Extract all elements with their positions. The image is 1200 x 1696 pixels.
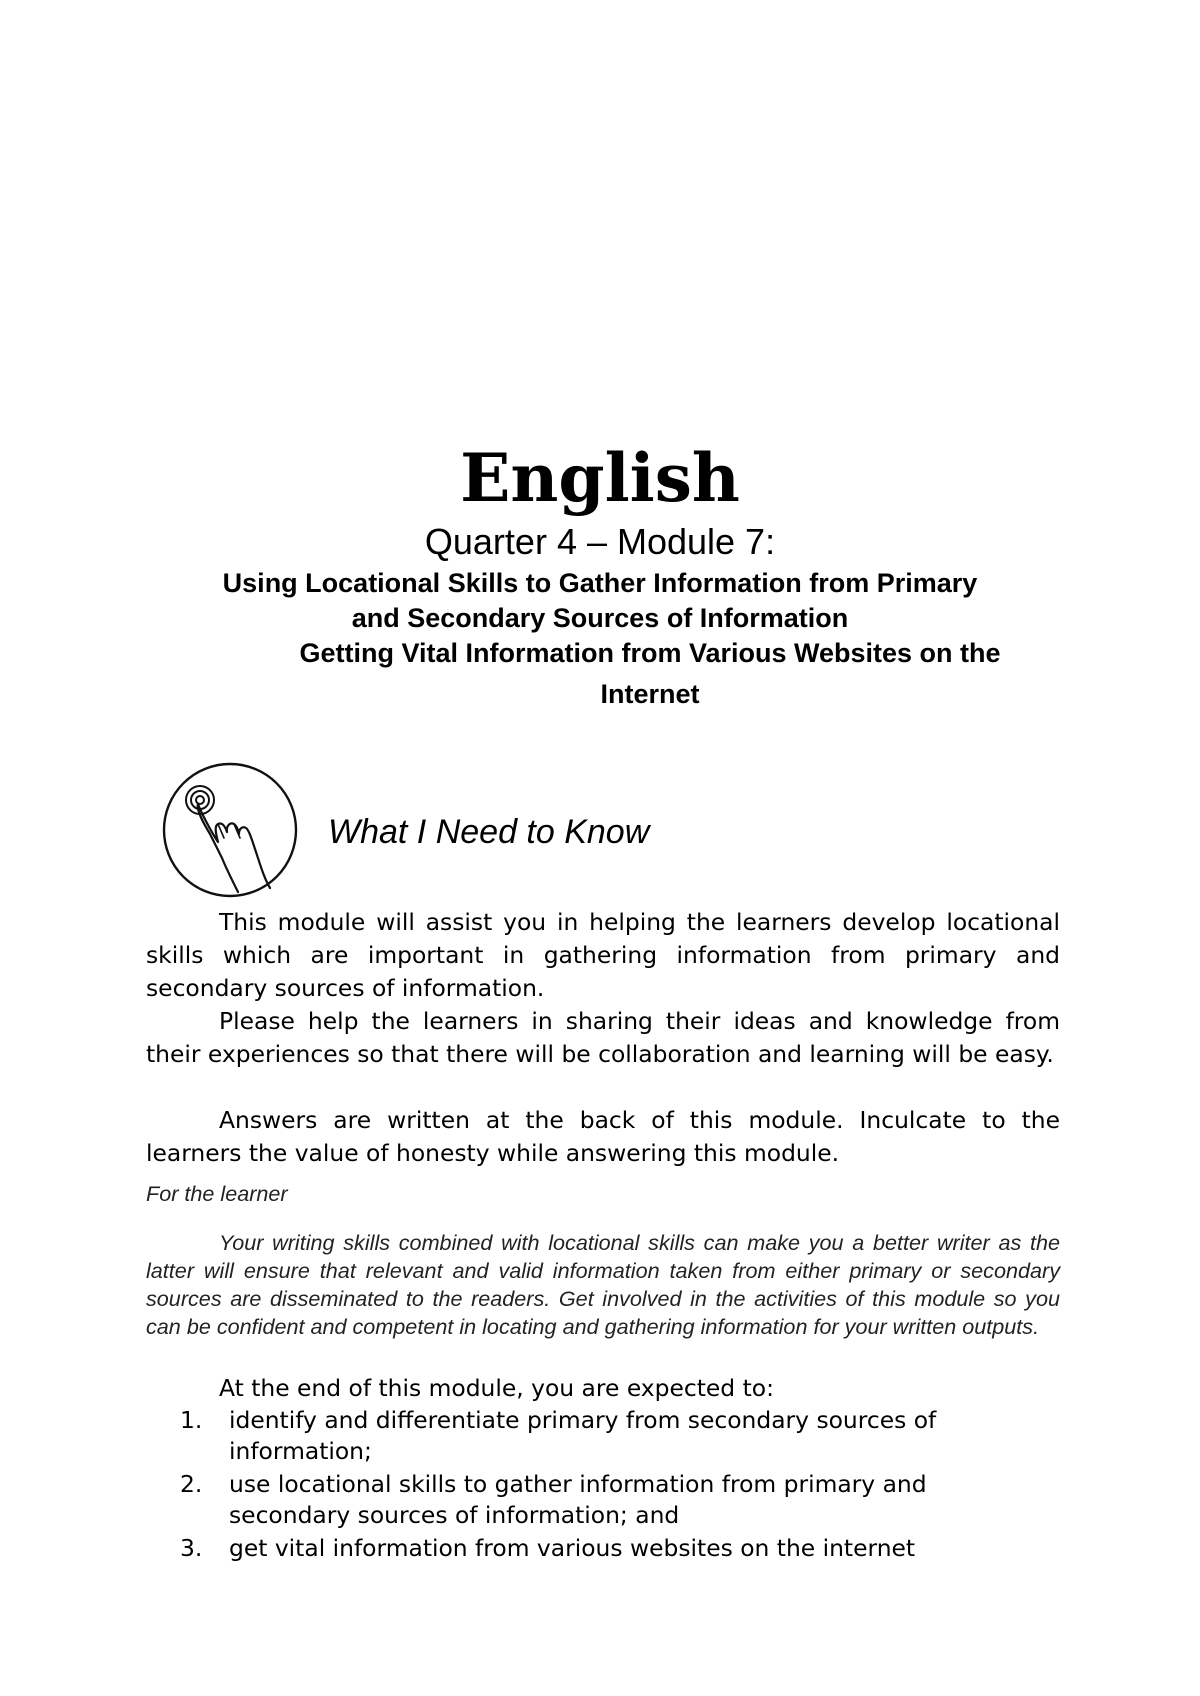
subject-title: English: [460, 439, 740, 517]
objective-number: 3.: [180, 1534, 203, 1562]
objective-item: [0, 1405, 1200, 1467]
touch-hand-icon: [160, 760, 300, 900]
objectives-list: [0, 1405, 1200, 1566]
objective-item: [0, 1533, 1200, 1564]
quarter-module-title: Quarter 4 – Module 7:: [424, 521, 776, 562]
objective-number: 2.: [180, 1470, 203, 1498]
learner-label: For the learner: [146, 1181, 288, 1206]
objective-text: get vital information from various websites on the internet: [229, 1534, 916, 1562]
instruction-paragraph: This module will assist you in helping the learners develop locational skills which are important in gathering information from primary and secondary sources of information.: [146, 908, 1060, 1002]
learner-paragraph: Your writing skills combined with locational skills can make you a better writer as the latter will ensure that relevant and valid information taken from either primary or secondary sources are disseminated to the readers. Get involved in the activities of this module so you can be confident and competent in locating and gathering information for your written outputs.: [146, 1230, 1060, 1339]
objective-text: identify and differentiate primary from secondary sources of information;: [229, 1406, 937, 1465]
instruction-paragraph: Please help the learners in sharing their ideas and knowledge from their experiences so that there will be collaboration and learning will be easy.: [146, 1007, 1060, 1068]
objective-number: 1.: [180, 1406, 203, 1434]
module-subtitle-line-1: Using Locational Skills to Gather Information from Primary: [222, 568, 978, 598]
module-subtitle-line-4: Internet: [600, 679, 700, 709]
objective-text: use locational skills to gather information from primary and secondary sources of information; and: [229, 1470, 927, 1529]
module-subtitle-line-2: and Secondary Sources of Information: [351, 603, 849, 633]
section-heading: What I Need to Know: [328, 813, 650, 851]
objectives-intro: At the end of this module, you are expected to:: [219, 1374, 774, 1402]
module-subtitle-line-3: Getting Vital Information from Various Websites on the: [299, 638, 1001, 668]
instruction-paragraph: Answers are written at the back of this module. Inculcate to the learners the value of honesty while answering this module.: [146, 1106, 1060, 1167]
objective-item: [0, 1469, 1200, 1531]
